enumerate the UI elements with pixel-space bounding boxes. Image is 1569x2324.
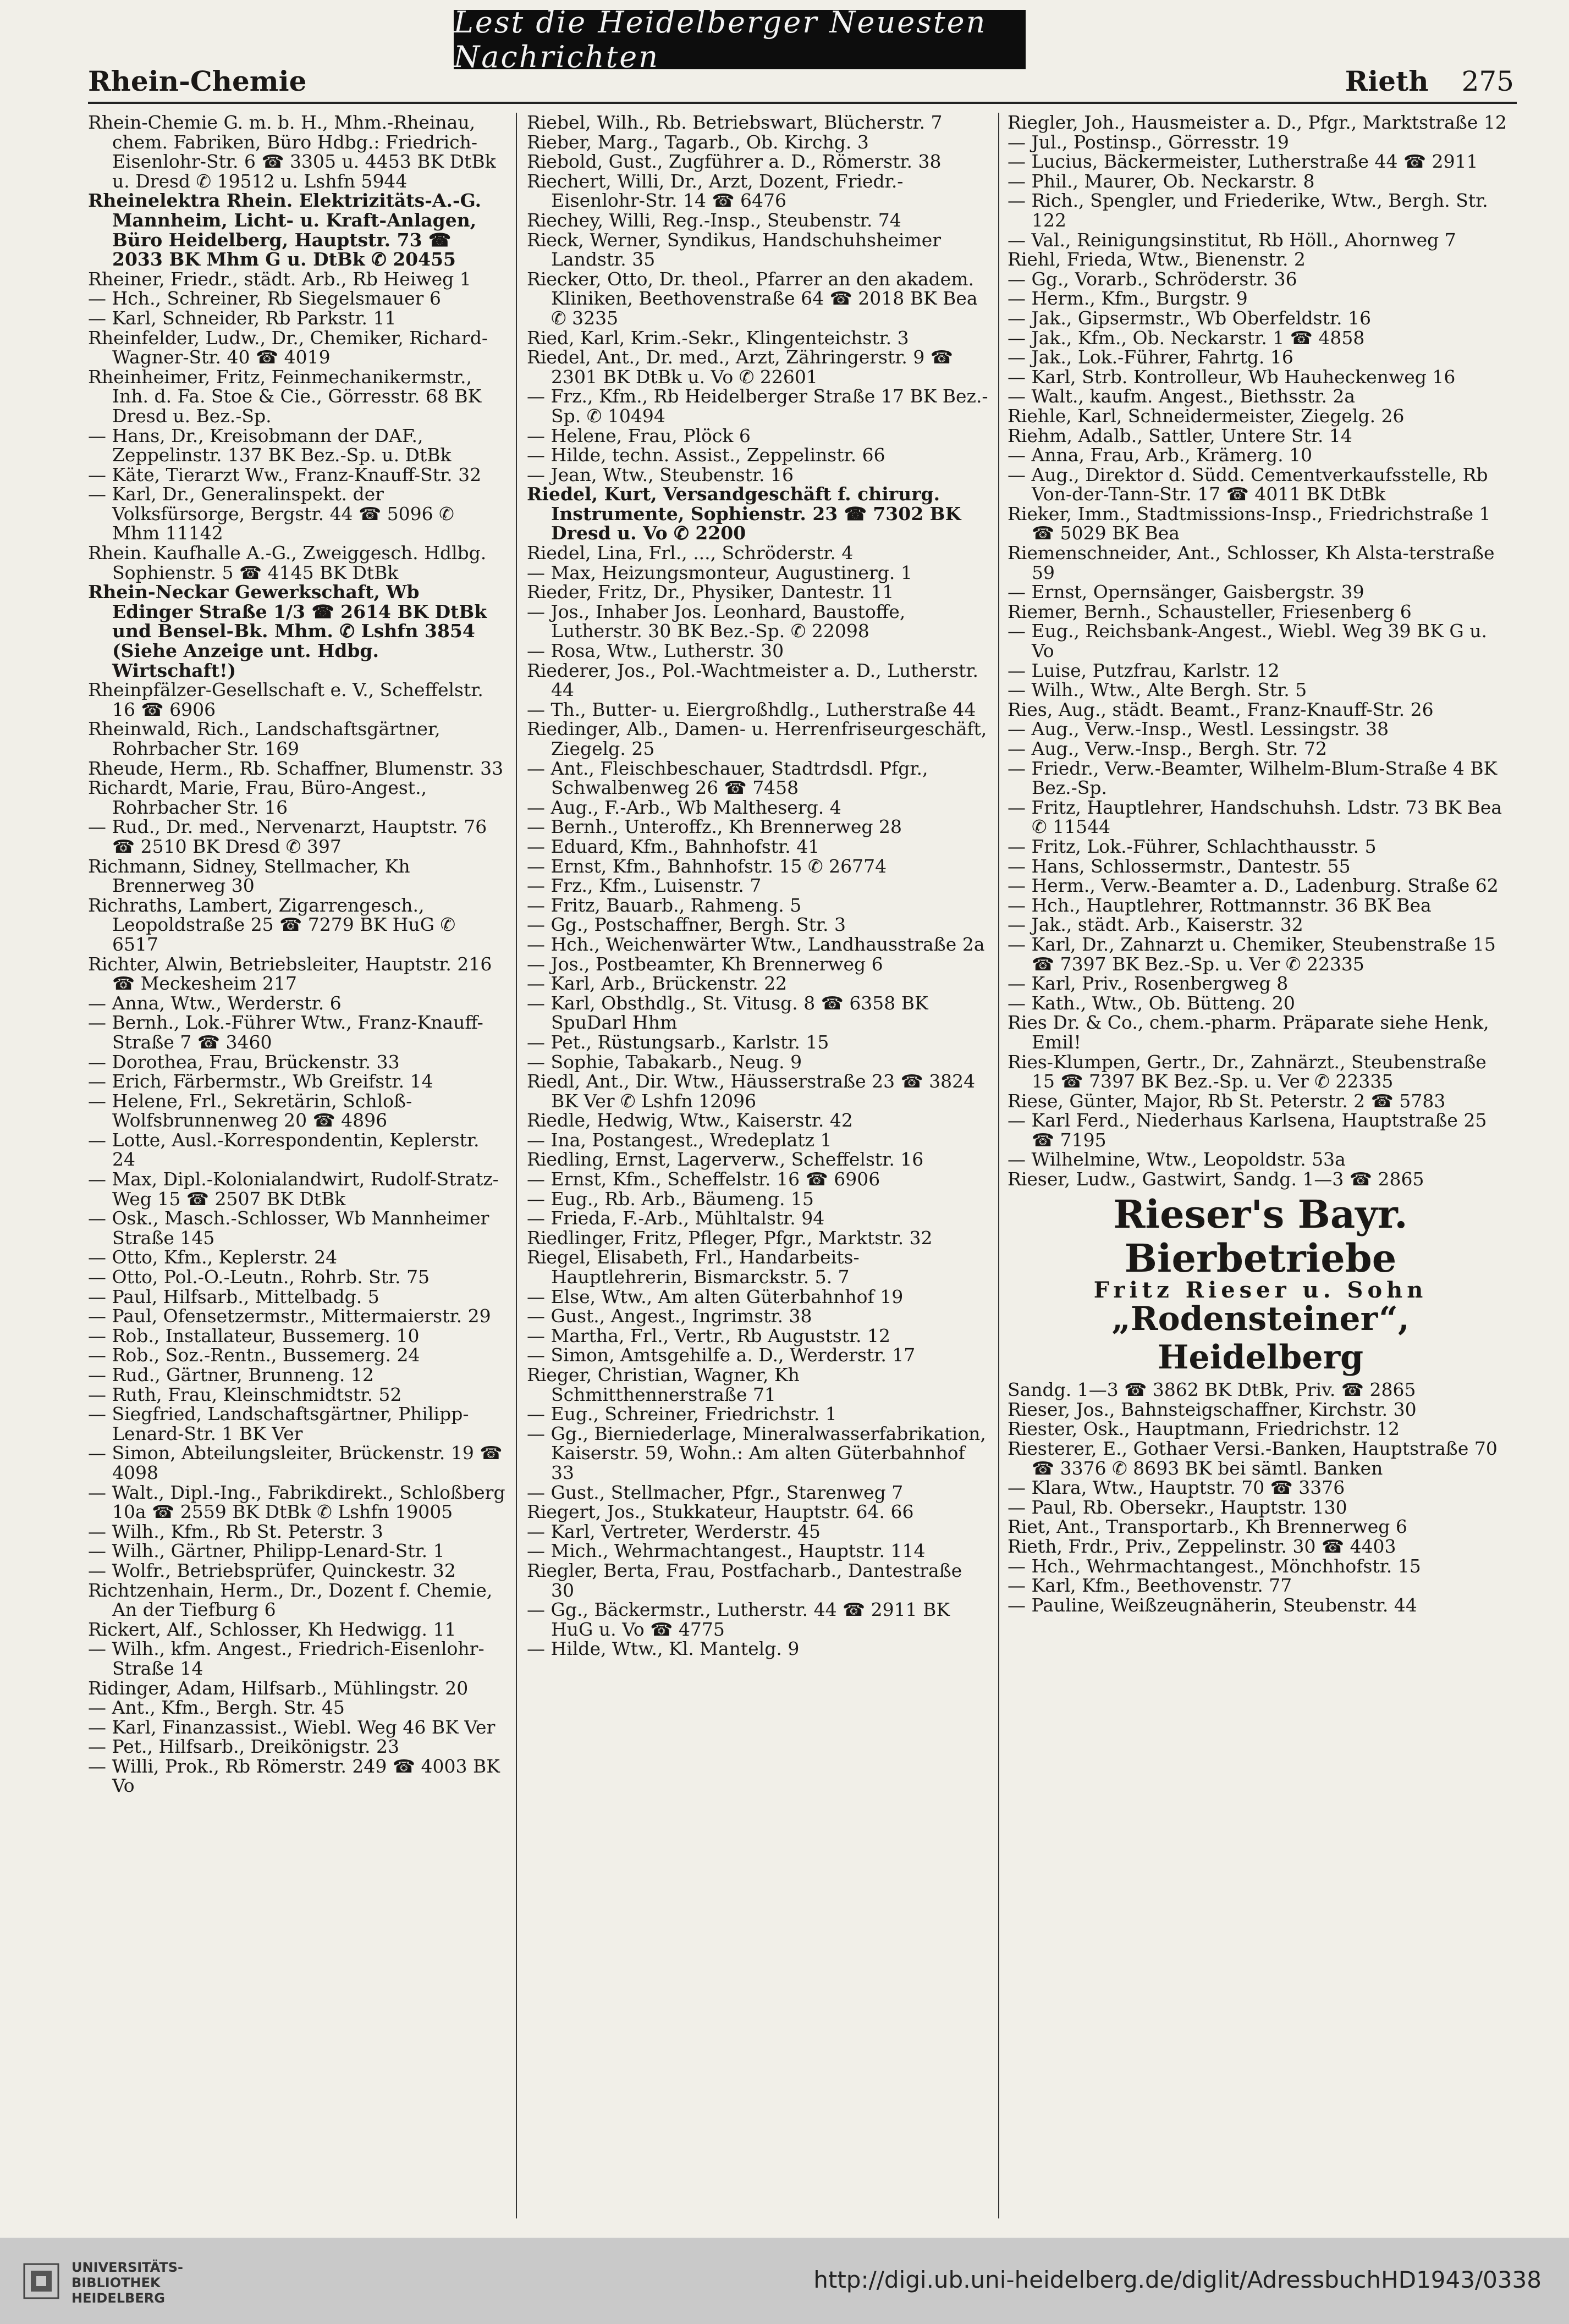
directory-entry: Richtzenhain, Herm., Dr., Dozent f. Chemie, An der Tiefburg 6 [88,1579,493,1621]
directory-entry: — Gg., Bäckermstr., Lutherstr. 44 ☎ 2911 BK HuG u. Vo ☎ 4775 [527,1599,950,1640]
directory-entry: — Aug., Verw.-Insp., Westl. Lessingstr. 38 [1008,718,1389,740]
directory-entry: — Wilhelmine, Wtw., Leopoldstr. 53a [1008,1149,1346,1171]
library-name-line: UNIVERSITÄTS- [71,2260,184,2275]
directory-entry: — Wilh., kfm. Angest., Friedrich-Eisenlohr-Straße 14 [88,1638,485,1679]
directory-entry: Ries-Klumpen, Gertr., Dr., Zahnärzt., Steubenstraße 15 ☎ 7397 BK Bez.-Sp. u. Ver ✆ 22335 [1008,1051,1487,1092]
directory-entry: Rheude, Herm., Rb. Schaffner, Blumenstr. 33 [88,757,504,779]
directory-entry: — Sophie, Tabakarb., Neug. 9 [527,1051,802,1073]
library-name-line: BIBLIOTHEK [71,2275,161,2290]
directory-entry: — Pet., Rüstungsarb., Karlstr. 15 [527,1031,829,1053]
directory-entry: Rieth, Frdr., Priv., Zeppelinstr. 30 ☎ 4403 [1008,1536,1396,1557]
directory-entry: — Rosa, Wtw., Lutherstr. 30 [527,640,784,662]
directory-entry: Ries Dr. & Co., chem.-pharm. Präparate siehe Henk, Emil! [1008,1012,1489,1053]
advertisement-line: Fritz Rieser u. Sohn [1093,1277,1428,1303]
directory-entry: Riecker, Otto, Dr. theol., Pfarrer an den akadem. Kliniken, Beethovenstraße 64 ☎ 2018 BK Bea ✆ 3235 [527,268,978,329]
directory-entry: — Wilh., Kfm., Rb St. Peterstr. 3 [88,1520,383,1542]
header-left-keyword: Rhein-Chemie [88,65,307,97]
directory-entry: Riechey, Willi, Reg.-Insp., Steubenstr. 74 [527,209,901,231]
directory-entry: Rhein. Kaufhalle A.-G., Zweiggesch. Hdlbg. Sophienstr. 5 ☎ 4145 BK DtBk [88,542,487,583]
directory-entry: — Karl, Vertreter, Werderstr. 45 [527,1520,821,1542]
directory-entry: Rieger, Christian, Wagner, Kh Schmitthennerstraße 71 [527,1364,800,1405]
header-right-keyword: Rieth [1345,65,1429,97]
footer-bar [0,2238,1569,2324]
directory-entry: Ridinger, Adam, Hilfsarb., Mühlingstr. 20 [88,1677,469,1699]
directory-entry: — Th., Butter- u. Eiergroßhdlg., Lutherstraße 44 [527,698,976,720]
directory-entry: — Martha, Frl., Vertr., Rb Auguststr. 12 [527,1324,891,1346]
directory-entry: Riedel, Kurt, Versandgeschäft f. chirurg. Instrumente, Sophienstr. 23 ☎ 7302 BK Dresd u. Vo ✆ 2200 [527,483,961,544]
directory-entry: — Karl, Obsthdlg., St. Vitusg. 8 ☎ 6358 BK SpuDarl Hhm [527,992,928,1034]
directory-entry: — Friedr., Verw.-Beamter, Wilhelm-Blum-Straße 4 BK Bez.-Sp. [1008,757,1498,799]
directory-entry: Rieber, Marg., Tagarb., Ob. Kirchg. 3 [527,131,869,153]
directory-entry: Riehle, Karl, Schneidermeister, Ziegelg. 26 [1008,405,1405,427]
directory-entry: — Ant., Kfm., Bergh. Str. 45 [88,1697,345,1719]
directory-entry: Rheinpfälzer-Gesellschaft e. V., Scheffelstr. 16 ☎ 6906 [88,679,483,720]
header-rule [88,102,1517,104]
directory-entry: — Hilde, Wtw., Kl. Mantelg. 9 [527,1638,800,1660]
directory-entry: Riedel, Lina, Frl., ..., Schröderstr. 4 [527,542,854,564]
advertisement-line: Rieser's Bayr. Bierbetriebe [1113,1191,1408,1281]
directory-entry: Riemenschneider, Ant., Schlosser, Kh Alsta-terstraße 59 [1008,542,1495,583]
directory-entry: — Eug., Schreiner, Friedrichstr. 1 [527,1403,837,1425]
directory-entry: — Rob., Installateur, Bussemerg. 10 [88,1324,420,1346]
directory-entry: — Lotte, Ausl.-Korrespondentin, Keplerstr. 24 [88,1129,480,1171]
directory-entry: — Bernh., Lok.-Führer Wtw., Franz-Knauff-Straße 7 ☎ 3460 [88,1012,483,1053]
directory-entry: — Karl, Finanzassist., Wiebl. Weg 46 BK Ver [88,1716,496,1738]
source-url-link[interactable]: http://digi.ub.uni-heidelberg.de/diglit/AdressbuchHD1943/0338 [813,2266,1542,2293]
column-divider [516,113,517,2218]
column-1 [88,113,506,2246]
directory-entry: — Jak., Kfm., Ob. Neckarstr. 1 ☎ 4858 [1008,327,1365,349]
directory-entry: Rheinheimer, Fritz, Feinmechanikermstr., Inh. d. Fa. Stoe & Cie., Görresstr. 68 BK Dresd u. Bez.-Sp. [88,366,482,427]
directory-entry: — Fritz, Bauarb., Rahmeng. 5 [527,894,802,916]
directory-entry: Riedel, Ant., Dr. med., Arzt, Zähringerstr. 9 ☎ 2301 BK DtBk u. Vo ✆ 22601 [527,346,953,388]
directory-entry: — Rob., Soz.-Rentn., Bussemerg. 24 [88,1344,420,1366]
directory-entry: Riegel, Elisabeth, Frl., Handarbeits-Hauptlehrerin, Bismarckstr. 5. 7 [527,1246,860,1288]
directory-entry: — Ant., Fleischbeschauer, Stadtrdsdl. Pfgr., Schwalbenweg 26 ☎ 7458 [527,757,928,799]
directory-entry: Sandg. 1—3 ☎ 3862 BK DtBk, Priv. ☎ 2865 [1008,1379,1416,1401]
directory-entry: — Ruth, Frau, Kleinschmidtstr. 52 [88,1383,402,1405]
directory-entry: — Hans, Dr., Kreisobmann der DAF., Zeppelinstr. 137 BK Bez.-Sp. u. DtBk [88,424,452,466]
directory-entry: Rheinwald, Rich., Landschaftsgärtner, Rohrbacher Str. 169 [88,718,441,759]
directory-entry: — Karl, Kfm., Beethovenstr. 77 [1008,1575,1292,1597]
directory-entry: — Aug., Direktor d. Südd. Cementverkaufsstelle, Rb Von-der-Tann-Str. 17 ☎ 4011 BK DtBk [1008,463,1488,505]
column-2 [527,113,989,2246]
directory-entry: — Jean, Wtw., Steubenstr. 16 [527,463,794,485]
directory-entry: — Eug., Reichsbank-Angest., Wiebl. Weg 39 BK G u. Vo [1008,620,1487,662]
directory-entry: — Paul, Ofensetzermstr., Mittermaierstr. 29 [88,1305,491,1327]
directory-entry: — Ina, Postangest., Wredeplatz 1 [527,1129,832,1151]
directory-entry: — Anna, Frau, Arb., Krämerg. 10 [1008,444,1313,466]
directory-entry: — Pauline, Weißzeugnäherin, Steubenstr. 44 [1008,1594,1417,1616]
directory-entry: Rheiner, Friedr., städt. Arb., Rb Heiweg 1 [88,268,471,290]
directory-entry: — Pet., Hilfsarb., Dreikönigstr. 23 [88,1736,399,1758]
directory-entry: Riechert, Willi, Dr., Arzt, Dozent, Friedr.-Eisenlohr-Str. 14 ☎ 6476 [527,170,904,212]
directory-entry: — Phil., Maurer, Ob. Neckarstr. 8 [1008,170,1315,192]
advertisement-line: „Rodensteiner“, Heidelberg [1111,1300,1410,1377]
directory-entry: — Jul., Postinsp., Görresstr. 19 [1008,131,1289,153]
directory-entry: — Walt., kaufm. Angest., Biethsstr. 2a [1008,385,1356,407]
directory-entry: — Gust., Stellmacher, Pfgr., Starenweg 7 [527,1481,904,1503]
directory-entry: — Ernst, Opernsänger, Gaisbergstr. 39 [1008,581,1364,603]
advertisement [1008,1189,1513,1381]
directory-entry: Riedinger, Alb., Damen- u. Herrenfriseurgeschäft, Ziegelg. 25 [527,718,987,759]
directory-entry: Riebel, Wilh., Rb. Betriebswart, Blücherstr. 7 [527,113,943,133]
directory-entry: Riese, Günter, Major, Rb St. Peterstr. 2 ☎ 5783 [1008,1090,1446,1112]
directory-entry: — Eduard, Kfm., Bahnhofstr. 41 [527,835,820,857]
directory-entry: Riemer, Bernh., Schausteller, Friesenberg 6 [1008,600,1412,622]
directory-entry: Rheinfelder, Ludw., Dr., Chemiker, Richard-Wagner-Str. 40 ☎ 4019 [88,327,488,368]
directory-entry: Rhein-Chemie G. m. b. H., Mhm.-Rheinau, chem. Fabriken, Büro Hdbg.: Friedrich-Eisenlohr-Str. 6 ☎ 3305 u. 4453 BK DtBk u. Dresd ✆ 19512 u. Lshfn 5944 [88,113,496,192]
directory-entry: — Otto, Kfm., Keplerstr. 24 [88,1246,338,1268]
directory-entry: — Jos., Postbeamter, Kh Brennerweg 6 [527,953,883,975]
directory-entry: — Hch., Wehrmachtangest., Mönchhofstr. 15 [1008,1555,1421,1577]
directory-entry: — Frieda, F.-Arb., Mühltalstr. 94 [527,1207,825,1229]
directory-entry: — Else, Wtw., Am alten Güterbahnhof 19 [527,1285,904,1307]
directory-entry: Rieker, Imm., Stadtmissions-Insp., Friedrichstraße 1 ☎ 5029 BK Bea [1008,503,1491,544]
directory-entry: — Walt., Dipl.-Ing., Fabrikdirekt., Schloßberg 10a ☎ 2559 BK DtBk ✆ Lshfn 19005 [88,1481,505,1523]
library-logo-icon [22,2262,60,2300]
directory-entry: Riegert, Jos., Stukkateur, Hauptstr. 64. 66 [527,1501,914,1523]
directory-entry: — Käte, Tierarzt Ww., Franz-Knauff-Str. 32 [88,463,482,485]
directory-entry: — Gg., Bierniederlage, Mineralwasserfabrikation, Kaiserstr. 59, Wohn.: Am alten Güterbahnhof 33 [527,1422,986,1483]
directory-entry: — Eug., Rb. Arb., Bäumeng. 15 [527,1188,814,1210]
directory-entry: — Siegfried, Landschaftsgärtner, Philipp-Lenard-Str. 1 BK Ver [88,1403,469,1444]
directory-entry: — Gg., Vorarb., Schröderstr. 36 [1008,268,1297,290]
page-number: 275 [1461,65,1514,97]
directory-entry: — Rud., Gärtner, Brunneng. 12 [88,1364,374,1385]
directory-entry: Rieser, Ludw., Gastwirt, Sandg. 1—3 ☎ 2865 [1008,1168,1424,1190]
column-3 [1008,113,1513,2246]
directory-entry: — Ernst, Kfm., Bahnhofstr. 15 ✆ 26774 [527,855,887,877]
directory-entry: — Karl Ferd., Niederhaus Karlsena, Hauptstraße 25 ☎ 7195 [1008,1109,1487,1151]
directory-entry: — Luise, Putzfrau, Karlstr. 12 [1008,659,1280,681]
directory-entry: — Otto, Pol.-O.-Leutn., Rohrb. Str. 75 [88,1266,430,1288]
directory-entry: — Osk., Masch.-Schlosser, Wb Mannheimer Straße 145 [88,1207,489,1249]
directory-entry: — Wilh., Wtw., Alte Bergh. Str. 5 [1008,679,1307,701]
directory-entry: — Max, Heizungsmonteur, Augustinerg. 1 [527,561,912,583]
directory-entry: — Jos., Inhaber Jos. Leonhard, Baustoffe, Lutherstr. 30 BK Bez.-Sp. ✆ 22098 [527,600,906,642]
directory-entry: — Karl, Arb., Brückenstr. 22 [527,973,788,995]
directory-entry: Richardt, Marie, Frau, Büro-Angest., Rohrbacher Str. 16 [88,777,427,818]
directory-entry: — Jak., städt. Arb., Kaiserstr. 32 [1008,914,1303,936]
directory-entry: — Herm., Verw.-Beamter a. D., Ladenburg. Straße 62 [1008,875,1499,897]
directory-entry: — Paul, Hilfsarb., Mittelbadg. 5 [88,1285,379,1307]
library-name-line: HEIDELBERG [71,2290,165,2306]
directory-entry: — Dorothea, Frau, Brückenstr. 33 [88,1051,400,1073]
directory-entry: Riederer, Jos., Pol.-Wachtmeister a. D., Lutherstr. 44 [527,659,978,701]
directory-entry: Ries, Aug., städt. Beamt., Franz-Knauff-Str. 26 [1008,698,1434,720]
directory-entry: — Gg., Postschaffner, Bergh. Str. 3 [527,914,846,936]
directory-entry: — Simon, Amtsgehilfe a. D., Werderstr. 17 [527,1344,916,1366]
directory-entry: Riedling, Ernst, Lagerverw., Scheffelstr. 16 [527,1149,924,1171]
directory-entry: — Bernh., Unteroffz., Kh Brennerweg 28 [527,816,902,838]
directory-entry: — Herm., Kfm., Burgstr. 9 [1008,288,1248,310]
newspaper-banner: Lest die Heidelberger Neuesten Nachrichten [454,10,1026,69]
directory-entry: — Rud., Dr. med., Nervenarzt, Hauptstr. 76 ☎ 2510 BK Dresd ✆ 397 [88,816,487,857]
directory-entry: — Mich., Wehrmachtangest., Hauptstr. 114 [527,1540,926,1562]
directory-entry: Riedlinger, Fritz, Pfleger, Pfgr., Marktstr. 32 [527,1227,933,1249]
directory-entry: Riehm, Adalb., Sattler, Untere Str. 14 [1008,424,1352,446]
directory-entry: — Karl, Strb. Kontrolleur, Wb Hauheckenweg 16 [1008,366,1456,388]
directory-entry: — Aug., F.-Arb., Wb Maltheserg. 4 [527,796,841,818]
directory-entry: Richter, Alwin, Betriebsleiter, Hauptstr. 216 ☎ Meckesheim 217 [88,953,492,995]
directory-entry: — Simon, Abteilungsleiter, Brückenstr. 19 ☎ 4098 [88,1442,503,1483]
directory-entry: — Hch., Schreiner, Rb Siegelsmauer 6 [88,288,441,310]
directory-entry: Riegler, Joh., Hausmeister a. D., Pfgr., Marktstraße 12 [1008,113,1507,133]
directory-entry: — Karl, Dr., Zahnarzt u. Chemiker, Steubenstraße 15 ☎ 7397 BK Bez.-Sp. u. Ver ✆ 22335 [1008,933,1496,975]
directory-entry: — Hilde, techn. Assist., Zeppelinstr. 66 [527,444,885,466]
directory-entry: — Hans, Schlossermstr., Dantestr. 55 [1008,855,1351,877]
directory-entry: Riedl, Ant., Dir. Wtw., Häusserstraße 23 ☎ 3824 BK Ver ✆ Lshfn 12096 [527,1070,976,1112]
directory-entry: — Erich, Färbermstr., Wb Greifstr. 14 [88,1070,433,1092]
directory-entry: — Fritz, Hauptlehrer, Handschuhsh. Ldstr. 73 BK Bea ✆ 11544 [1008,796,1502,838]
directory-entry: — Val., Reinigungsinstitut, Rb Höll., Ahornweg 7 [1008,229,1456,251]
directory-entry: — Klara, Wtw., Hauptstr. 70 ☎ 3376 [1008,1477,1345,1499]
directory-entry: — Aug., Verw.-Insp., Bergh. Str. 72 [1008,738,1327,759]
directory-entry: — Hch., Weichenwärter Wtw., Landhausstraße 2a [527,933,985,955]
directory-entry: Richmann, Sidney, Stellmacher, Kh Brennerweg 30 [88,855,410,897]
directory-entry: Riebold, Gust., Zugführer a. D., Römerstr. 38 [527,151,942,173]
directory-entry: — Frz., Kfm., Luisenstr. 7 [527,875,762,897]
directory-entry: — Karl, Priv., Rosenbergweg 8 [1008,973,1289,995]
directory-entry: Rheinelektra Rhein. Elektrizitäts-A.-G. Mannheim, Licht- u. Kraft-Anlagen, Büro Heidelberg, Hauptstr. 73 ☎ 2033 BK Mhm G u. DtBk ✆ 20455 [88,190,482,271]
directory-entry: — Wolfr., Betriebsprüfer, Quinckestr. 32 [88,1559,456,1581]
directory-entry: — Helene, Frau, Plöck 6 [527,424,751,446]
directory-entry: Richraths, Lambert, Zigarrengesch., Leopoldstraße 25 ☎ 7279 BK HuG ✆ 6517 [88,894,456,955]
directory-entry: — Ernst, Kfm., Scheffelstr. 16 ☎ 6906 [527,1168,880,1190]
directory-entry: — Karl, Dr., Generalinspekt. der Volksfürsorge, Bergstr. 44 ☎ 5096 ✆ Mhm 11142 [88,483,454,544]
directory-entry: — Paul, Rb. Obersekr., Hauptstr. 130 [1008,1496,1347,1518]
directory-entry: Rickert, Alf., Schlosser, Kh Hedwigg. 11 [88,1618,456,1640]
directory-entry: — Wilh., Gärtner, Philipp-Lenard-Str. 1 [88,1540,445,1562]
directory-entry: — Lucius, Bäckermeister, Lutherstraße 44 ☎ 2911 [1008,151,1478,173]
directory-entry: — Max, Dipl.-Kolonialandwirt, Rudolf-Stratz-Weg 15 ☎ 2507 BK DtBk [88,1168,499,1210]
directory-entry: — Helene, Frl., Sekretärin, Schloß-Wolfsbrunnenweg 20 ☎ 4896 [88,1090,412,1131]
directory-entry: Riegler, Berta, Frau, Postfacharb., Dantestraße 30 [527,1559,962,1601]
directory-entry: Riedle, Hedwig, Wtw., Kaiserstr. 42 [527,1109,853,1131]
directory-entry: — Anna, Wtw., Werderstr. 6 [88,992,342,1014]
directory-entry: — Kath., Wtw., Ob. Bütteng. 20 [1008,992,1295,1014]
directory-entry: — Frz., Kfm., Rb Heidelberger Straße 17 BK Bez.-Sp. ✆ 10494 [527,385,988,427]
header-right [1345,65,1514,97]
directory-entry: Riester, Osk., Hauptmann, Friedrichstr. 12 [1008,1418,1400,1440]
directory-entry: — Fritz, Lok.-Führer, Schlachthausstr. 5 [1008,835,1377,857]
directory-entry: Rieser, Jos., Bahnsteigschaffner, Kirchstr. 30 [1008,1398,1417,1420]
directory-entry: Riesterer, E., Gothaer Versi.-Banken, Hauptstraße 70 ☎ 3376 ✆ 8693 BK bei sämtl. Banken [1008,1438,1498,1479]
library-name [71,2260,183,2306]
directory-entry: — Hch., Hauptlehrer, Rottmannstr. 36 BK Bea [1008,894,1432,916]
directory-entry: Rieck, Werner, Syndikus, Handschuhsheimer Landstr. 35 [527,229,942,271]
directory-entry: — Jak., Lok.-Führer, Fahrtg. 16 [1008,346,1293,368]
directory-entry: Rieder, Fritz, Dr., Physiker, Dantestr. 11 [527,581,894,603]
directory-entry: Ried, Karl, Krim.-Sekr., Klingenteichstr. 3 [527,327,909,349]
directory-entry: — Rich., Spengler, und Friederike, Wtw., Bergh. Str. 122 [1008,190,1488,231]
directory-entry: — Gust., Angest., Ingrimstr. 38 [527,1305,812,1327]
directory-entry: — Jak., Gipsermstr., Wb Oberfeldstr. 16 [1008,307,1371,329]
directory-entry: — Willi, Prok., Rb Römerstr. 249 ☎ 4003 BK Vo [88,1755,500,1797]
directory-entry: Riehl, Frieda, Wtw., Bienenstr. 2 [1008,249,1306,271]
column-divider [998,113,999,2218]
directory-entry: Rhein-Neckar Gewerkschaft, Wb Edinger Straße 1/3 ☎ 2614 BK DtBk und Bensel-Bk. Mhm. ✆ Lshfn 3854 (Siehe Anzeige unt. Hdbg. Wirtschaft!) [88,581,487,681]
directory-entry: Riet, Ant., Transportarb., Kh Brennerweg 6 [1008,1516,1407,1538]
directory-entry: — Karl, Schneider, Rb Parkstr. 11 [88,307,397,329]
